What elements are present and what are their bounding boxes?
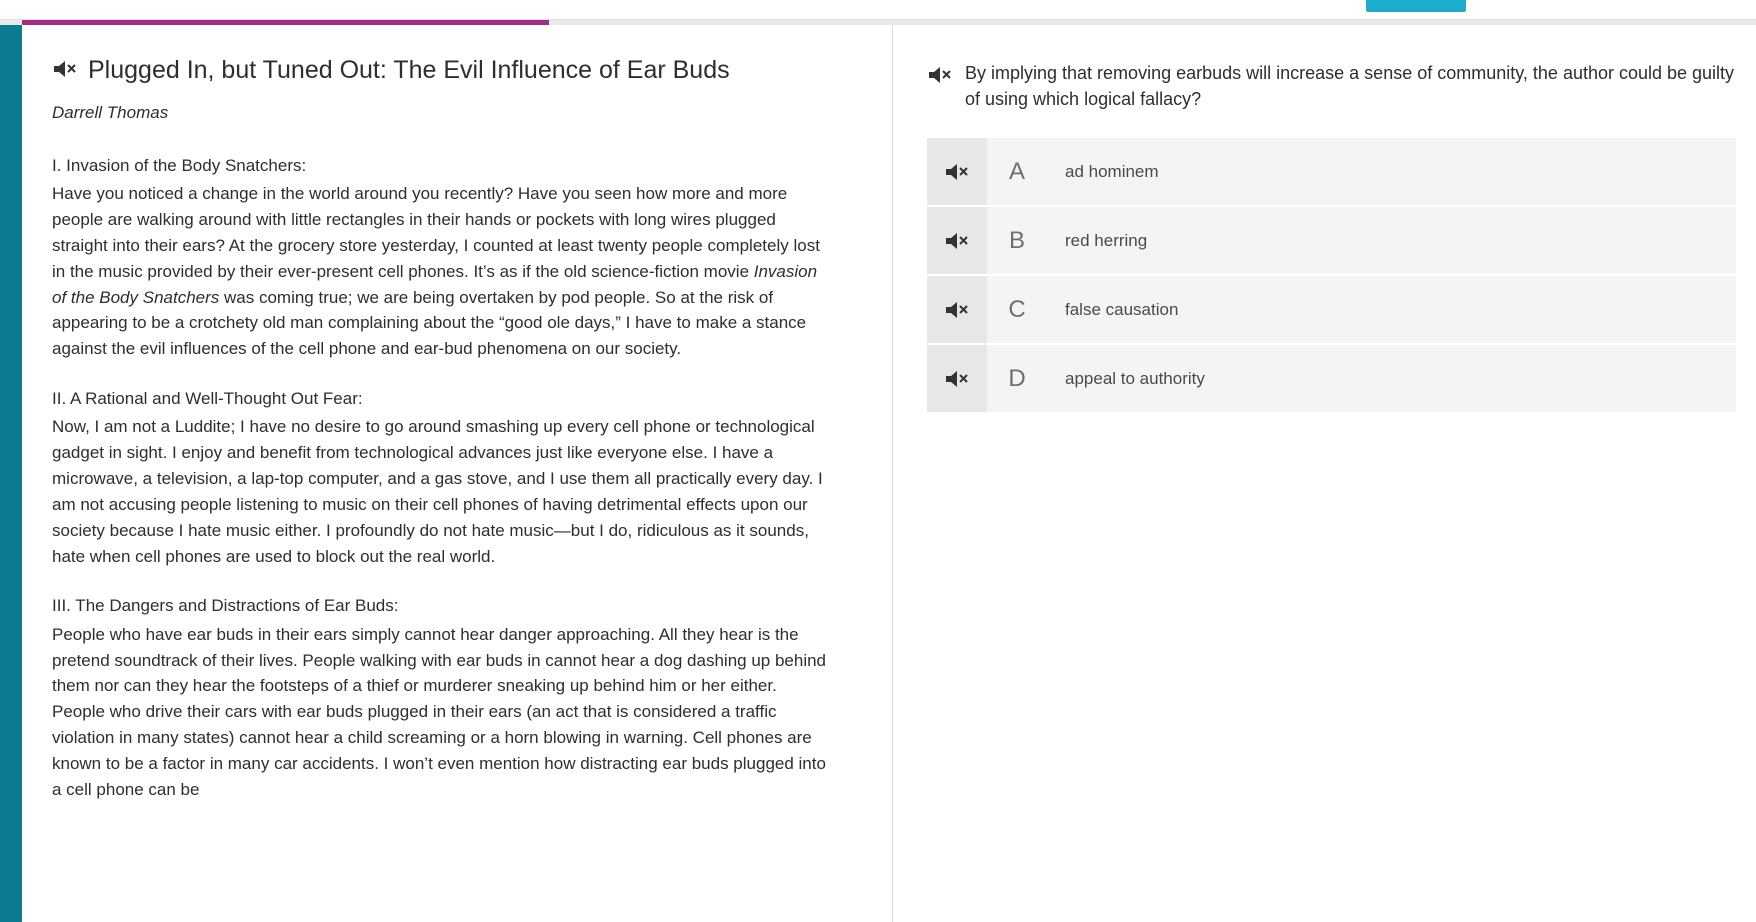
- section-body-part-2: was coming true; we are being overtaken by pod people. So at the risk of appearing to be a crotchety old man complaining about the “good ole days,” I have to make a stance against the evil influences of the cell phone and ear-bud phenomena on our society.: [52, 287, 807, 359]
- answer-speaker-button-a[interactable]: [927, 138, 987, 205]
- answer-option-c[interactable]: [927, 276, 1736, 345]
- speaker-mute-icon[interactable]: [944, 300, 970, 320]
- section-heading: III. The Dangers and Distractions of Ear Buds:: [52, 596, 399, 616]
- section-heading: II. A Rational and Well-Thought Out Fear:: [52, 389, 363, 409]
- question-text: By implying that removing earbuds will increase a sense of community, the author could be guilty of using which logical fallacy?: [965, 63, 1735, 109]
- section-body-part-1: Have you noticed a change in the world around you recently? Have you seen how more and more people are walking around with little rectangles in their hands or pockets with long wires plugged straight into their ears? At the grocery store yesterday, I counted at least twenty people completely lost in the music provided by their ever-present cell phones. It’s as if the old science-fiction movie: [52, 184, 820, 281]
- answer-option-d[interactable]: [927, 345, 1736, 414]
- answer-letter-d: D: [987, 345, 1047, 412]
- speaker-mute-icon[interactable]: [52, 59, 78, 79]
- topbar-action-button[interactable]: [1366, 0, 1466, 12]
- speaker-mute-icon[interactable]: [944, 369, 970, 389]
- passage-title-row: [52, 55, 832, 85]
- passage-section: [52, 153, 832, 362]
- answer-option-b[interactable]: [927, 207, 1736, 276]
- page-title: Plugged In, but Tuned Out: The Evil Influence of Ear Buds: [88, 56, 730, 84]
- passage-pane: [22, 25, 892, 922]
- passage-section: [52, 593, 832, 802]
- answer-text-b: red herring: [1065, 230, 1148, 250]
- answer-text-d: appeal to authority: [1065, 368, 1205, 388]
- answer-letter-a: A: [987, 138, 1047, 205]
- answer-option-a[interactable]: [927, 138, 1736, 207]
- answer-speaker-button-c[interactable]: [927, 276, 987, 343]
- section-heading: I. Invasion of the Body Snatchers:: [52, 156, 307, 175]
- answer-speaker-button-d[interactable]: [927, 345, 987, 412]
- question-row: [927, 61, 1736, 112]
- answer-text-c: false causation: [1065, 299, 1179, 319]
- answer-options-list: [927, 138, 1736, 414]
- answer-letter-c: C: [987, 276, 1047, 343]
- main-layout: [0, 25, 1756, 922]
- section-body: [52, 414, 832, 569]
- question-pane: [893, 25, 1756, 922]
- answer-letter-b: B: [987, 207, 1047, 274]
- speaker-mute-icon[interactable]: [944, 231, 970, 251]
- section-body-part-1: People who have ear buds in their ears simply cannot hear danger approaching. All they hear is the pretend soundtrack of their lives. People walking with ear buds in cannot hear a dog dashing up behind them nor can they hear the footsteps of a thief or murderer sneaking up behind him or her either. People who drive their cars with ear buds plugged in their ears (an act that is considered a traffic violation in many states) cannot hear a child screaming or a horn blowing in warning. Cell phones are known to be a factor in many car accidents. I won’t even mention how distracting ear buds plugged into a cell phone can be: [52, 624, 827, 799]
- speaker-mute-icon[interactable]: [927, 65, 953, 85]
- section-body-italic: Invasion of the Body Snatchers: [52, 261, 818, 307]
- left-accent-rail: [0, 25, 22, 922]
- speaker-mute-icon[interactable]: [944, 162, 970, 182]
- answer-text-a: ad hominem: [1065, 161, 1159, 181]
- section-body: [52, 181, 832, 362]
- answer-speaker-button-b[interactable]: [927, 207, 987, 274]
- passage-author: Darrell Thomas: [52, 103, 169, 122]
- top-bar: [0, 0, 1756, 20]
- passage-section: [52, 386, 832, 569]
- section-body-part-1: Now, I am not a Luddite; I have no desire to go around smashing up every cell phone or technological gadget in sight. I enjoy and benefit from technological advances just like everyone else. I have a microwave, a television, a lap-top computer, and a gas stove, and I use them all practically every day. I am not accusing people listening to music on their cell phones of having detrimental effects upon our society because I hate music either. I profoundly do not hate music—but I do, ridiculous as it sounds, hate when cell phones are used to block out the real world.: [52, 417, 823, 566]
- section-body: [52, 622, 832, 803]
